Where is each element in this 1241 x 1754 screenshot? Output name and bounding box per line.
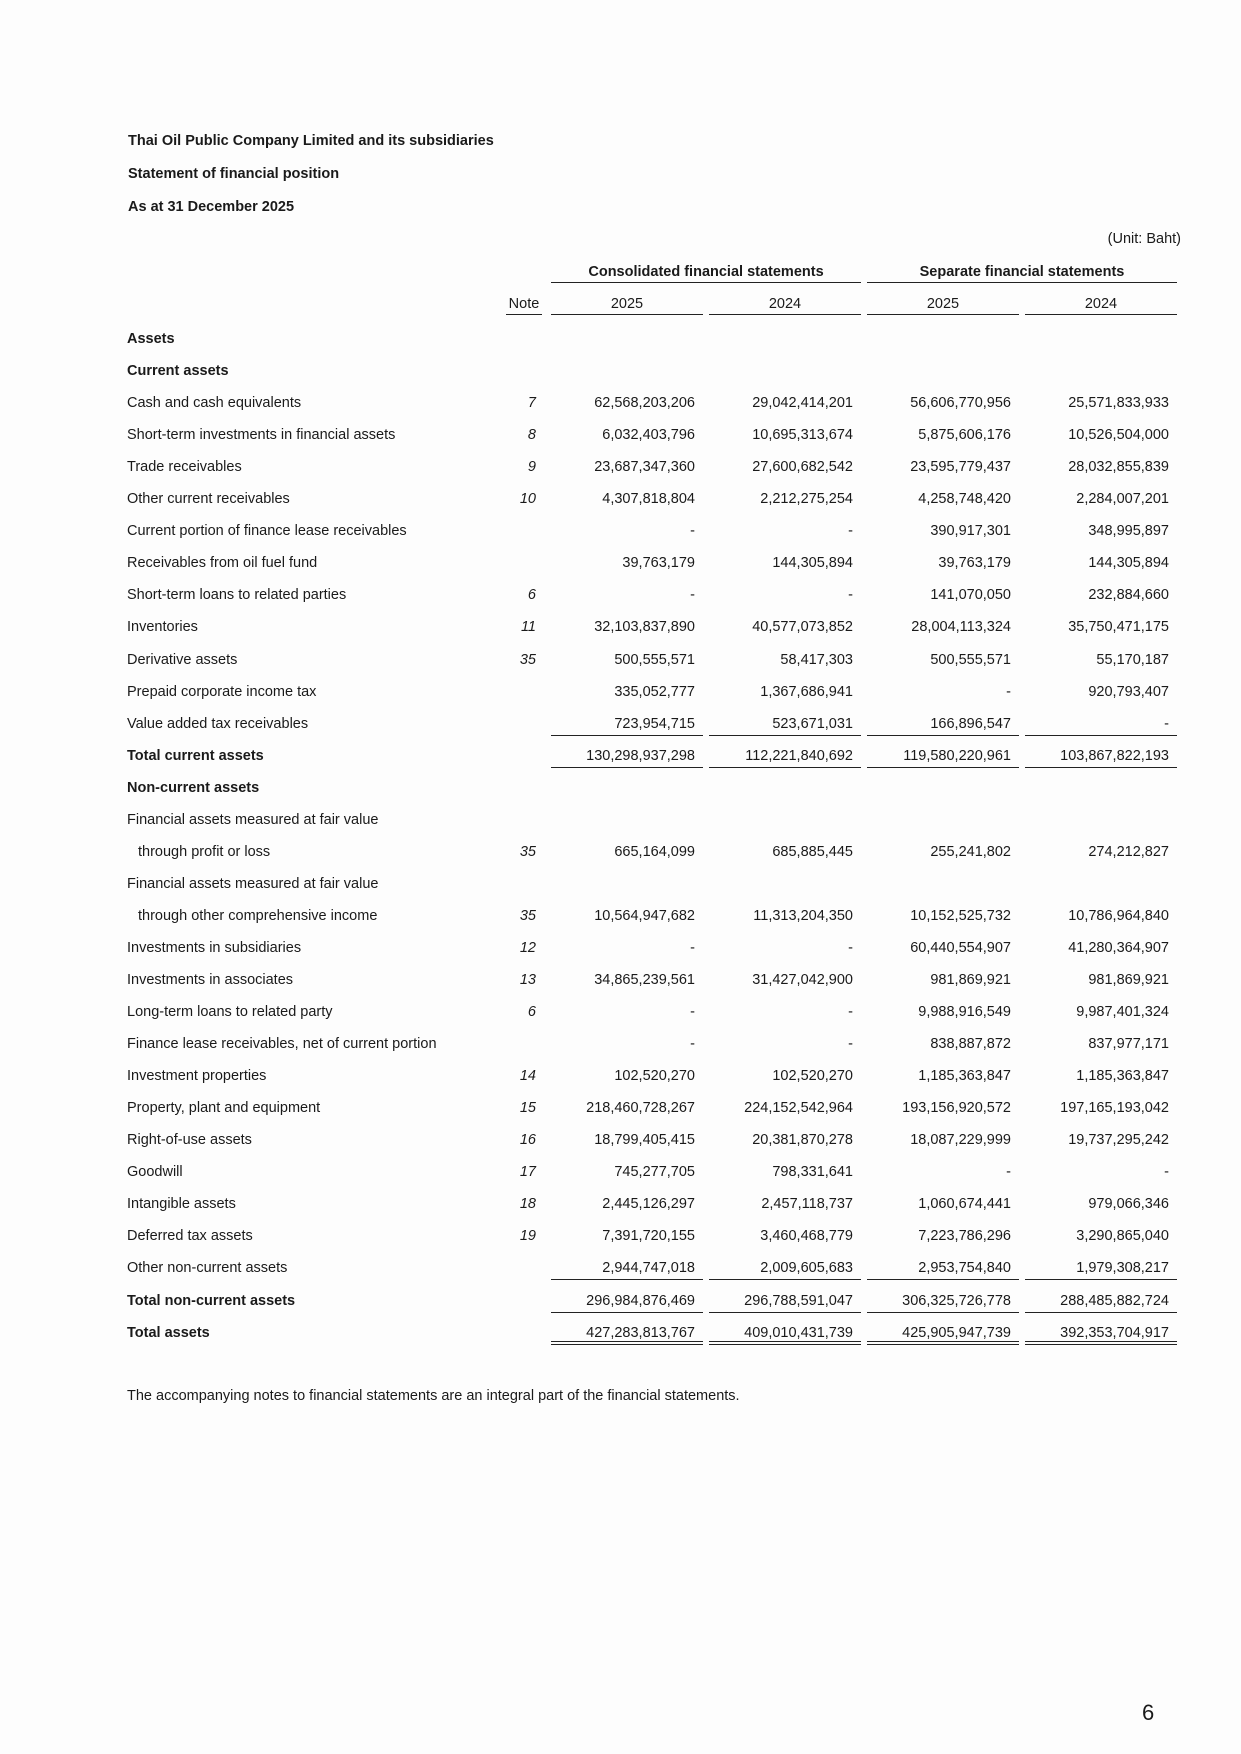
table-row — [0, 331, 1241, 353]
row-value: 39,763,179 — [938, 555, 1011, 572]
row-label: Current assets — [127, 363, 229, 380]
row-value: - — [690, 523, 695, 540]
row-value: - — [1006, 1164, 1011, 1181]
row-label: Other non-current assets — [127, 1260, 288, 1277]
row-value: 60,440,554,907 — [910, 939, 1011, 956]
row-value: 18,087,229,999 — [910, 1132, 1011, 1149]
row-value: 2,457,118,737 — [761, 1196, 853, 1213]
row-value: 141,070,050 — [930, 587, 1011, 604]
table-row — [0, 555, 1241, 577]
row-value: - — [690, 1036, 695, 1053]
row-label: Total current assets — [127, 747, 264, 764]
row-value: - — [690, 939, 695, 956]
row-value: 4,307,818,804 — [602, 491, 695, 508]
row-value: 2,284,007,201 — [1076, 491, 1169, 508]
row-note: 9 — [527, 459, 536, 476]
row-value: 798,331,641 — [772, 1164, 853, 1181]
row-value: - — [848, 587, 853, 604]
row-note: 17 — [519, 1164, 536, 1181]
table-row — [0, 1325, 1241, 1347]
row-note: 12 — [519, 939, 536, 956]
table-row — [0, 844, 1241, 866]
row-value: 348,995,897 — [1088, 523, 1169, 540]
row-label: Financial assets measured at fair value — [127, 811, 379, 828]
row-note: 35 — [519, 651, 536, 668]
row-label: Goodwill — [127, 1164, 183, 1181]
table-row — [0, 1260, 1241, 1282]
row-value: 1,367,686,941 — [760, 683, 853, 700]
row-value: 32,103,837,890 — [594, 619, 695, 636]
row-value: 218,460,728,267 — [586, 1100, 695, 1117]
row-value: 130,298,937,298 — [551, 748, 703, 768]
row-label: Finance lease receivables, net of current portion — [127, 1036, 437, 1053]
row-value: - — [848, 1036, 853, 1053]
row-label: Financial assets measured at fair value — [127, 875, 379, 892]
row-value: 2,944,747,018 — [551, 1260, 703, 1280]
row-value: 10,695,313,674 — [752, 427, 853, 444]
row-value: - — [848, 523, 853, 540]
row-label: through profit or loss — [138, 843, 271, 860]
table-row — [0, 908, 1241, 930]
row-label: Deferred tax assets — [127, 1228, 253, 1245]
row-note: 19 — [519, 1228, 536, 1245]
table-row — [0, 1004, 1241, 1026]
row-value: 232,884,660 — [1088, 587, 1169, 604]
row-value: 3,290,865,040 — [1076, 1228, 1169, 1245]
row-value: 1,060,674,441 — [918, 1196, 1011, 1213]
year-header-consolidated-2025: 2025 — [551, 296, 703, 315]
statement-date: As at 31 December 2025 — [128, 199, 295, 215]
year-header-consolidated-2024: 2024 — [709, 296, 861, 315]
row-value: - — [690, 1004, 695, 1021]
statement-title: Statement of financial position — [128, 166, 340, 182]
table-row — [0, 812, 1241, 834]
row-value: 306,325,726,778 — [867, 1293, 1019, 1313]
year-header-separate-2025: 2025 — [867, 296, 1019, 315]
row-value: 102,520,270 — [614, 1068, 695, 1085]
row-note: 16 — [519, 1132, 536, 1149]
row-value: 2,009,605,683 — [709, 1260, 861, 1280]
row-value: 55,170,187 — [1096, 651, 1169, 668]
row-value: 981,869,921 — [930, 972, 1011, 988]
row-value: 4,258,748,420 — [918, 491, 1011, 508]
table-row — [0, 1293, 1241, 1315]
row-value: 23,687,347,360 — [594, 459, 695, 476]
row-value: - — [690, 587, 695, 604]
table-row — [0, 395, 1241, 417]
table-row — [0, 491, 1241, 513]
year-header-separate-2024: 2024 — [1025, 296, 1177, 315]
table-row — [0, 684, 1241, 706]
row-value: 2,953,754,840 — [867, 1260, 1019, 1280]
row-value: 3,460,468,779 — [760, 1228, 853, 1245]
table-row — [0, 1068, 1241, 1090]
row-value: 979,066,346 — [1088, 1196, 1169, 1213]
row-value: 1,185,363,847 — [918, 1068, 1011, 1085]
row-label: Receivables from oil fuel fund — [127, 555, 318, 572]
row-label: Short-term investments in financial assets — [127, 427, 396, 444]
separate-header: Separate financial statements — [867, 264, 1177, 283]
table-row — [0, 619, 1241, 641]
row-value: 197,165,193,042 — [1060, 1100, 1169, 1117]
row-value: 10,786,964,840 — [1068, 907, 1169, 924]
row-label: Investment properties — [127, 1068, 267, 1085]
row-value: 335,052,777 — [614, 683, 695, 700]
row-label: Short-term loans to related parties — [127, 587, 347, 604]
row-note: 18 — [519, 1196, 536, 1213]
row-note: 15 — [519, 1100, 536, 1117]
row-value: 288,485,882,724 — [1025, 1293, 1177, 1313]
row-value: 2,212,275,254 — [760, 491, 853, 508]
row-label: Inventories — [127, 619, 198, 636]
row-value: 34,865,239,561 — [594, 972, 695, 988]
row-value: 390,917,301 — [930, 523, 1011, 540]
table-row — [0, 1196, 1241, 1218]
row-note: 8 — [527, 427, 536, 444]
row-note: 13 — [519, 972, 536, 988]
row-value: 837,977,171 — [1088, 1036, 1169, 1053]
row-value: 7,391,720,155 — [602, 1228, 695, 1245]
row-value: 224,152,542,964 — [744, 1100, 853, 1117]
row-value: 28,032,855,839 — [1068, 459, 1169, 476]
row-value: 35,750,471,175 — [1068, 619, 1169, 636]
company-name: Thai Oil Public Company Limited and its subsidiaries — [128, 133, 494, 149]
row-note: 6 — [527, 1004, 536, 1021]
table-row — [0, 523, 1241, 545]
row-label: Right-of-use assets — [127, 1132, 252, 1149]
row-value: 103,867,822,193 — [1025, 748, 1177, 768]
row-value: 838,887,872 — [930, 1036, 1011, 1053]
row-value: 20,381,870,278 — [752, 1132, 853, 1149]
row-value: 144,305,894 — [772, 555, 853, 572]
row-label: Investments in associates — [127, 972, 294, 988]
row-label: Current portion of finance lease receivables — [127, 523, 407, 540]
row-value: 11,313,204,350 — [753, 907, 853, 924]
table-row — [0, 1228, 1241, 1250]
row-value: 296,984,876,469 — [551, 1293, 703, 1313]
row-value: 6,032,403,796 — [602, 427, 695, 444]
row-label: Assets — [127, 331, 175, 347]
row-label: Total non-current assets — [127, 1292, 296, 1309]
table-row — [0, 940, 1241, 962]
row-value: 10,564,947,682 — [594, 907, 695, 924]
row-value: 31,427,042,900 — [752, 972, 853, 988]
row-value: - — [1164, 1164, 1169, 1181]
row-value: 10,526,504,000 — [1068, 427, 1169, 444]
row-value: 119,580,220,961 — [867, 748, 1019, 768]
row-label: Cash and cash equivalents — [127, 395, 302, 412]
row-value: 41,280,364,907 — [1068, 939, 1169, 956]
page-number: 6 — [1142, 1700, 1155, 1725]
table-row — [0, 1164, 1241, 1186]
row-value: 723,954,715 — [551, 716, 703, 736]
row-value: 25,571,833,933 — [1068, 395, 1169, 412]
row-value: 392,353,704,917 — [1025, 1325, 1177, 1345]
table-row — [0, 1036, 1241, 1058]
row-value: 58,417,303 — [780, 651, 853, 668]
row-value: 166,896,547 — [867, 716, 1019, 736]
row-note: 6 — [527, 587, 536, 604]
row-value: 920,793,407 — [1088, 683, 1169, 700]
row-label: Prepaid corporate income tax — [127, 683, 317, 700]
row-value: 500,555,571 — [930, 651, 1011, 668]
row-value: 665,164,099 — [614, 843, 695, 860]
row-value: 425,905,947,739 — [867, 1325, 1019, 1345]
row-label: Non-current assets — [127, 779, 260, 796]
row-value: 19,737,295,242 — [1068, 1132, 1169, 1149]
row-value: 18,799,405,415 — [594, 1132, 695, 1149]
row-value: 193,156,920,572 — [902, 1100, 1011, 1117]
row-value: - — [1025, 716, 1177, 736]
table-row — [0, 780, 1241, 802]
table-row — [0, 876, 1241, 898]
row-note: 7 — [527, 395, 536, 412]
row-note: 10 — [519, 491, 536, 508]
row-note: 35 — [519, 843, 536, 860]
row-value: 274,212,827 — [1088, 843, 1169, 860]
row-value: 5,875,606,176 — [918, 427, 1011, 444]
table-row — [0, 363, 1241, 385]
row-value: 685,885,445 — [772, 843, 853, 860]
table-row — [0, 716, 1241, 738]
table-row — [0, 972, 1241, 994]
row-label: through other comprehensive income — [138, 907, 378, 924]
row-value: 27,600,682,542 — [752, 459, 853, 476]
consolidated-header: Consolidated financial statements — [551, 264, 861, 283]
row-value: 500,555,571 — [614, 651, 695, 668]
table-row — [0, 459, 1241, 481]
row-value: 7,223,786,296 — [918, 1228, 1011, 1245]
row-value: - — [848, 939, 853, 956]
row-note: 14 — [519, 1068, 536, 1085]
row-value: 9,988,916,549 — [918, 1004, 1011, 1021]
row-note: 11 — [520, 619, 536, 636]
row-value: 62,568,203,206 — [594, 395, 695, 412]
row-value: - — [848, 1004, 853, 1021]
footnote: The accompanying notes to financial statements are an integral part of the financial statements. — [127, 1388, 740, 1404]
row-value: 39,763,179 — [622, 555, 695, 572]
table-row — [0, 748, 1241, 770]
row-label: Value added tax receivables — [127, 715, 309, 732]
row-value: 23,595,779,437 — [910, 459, 1011, 476]
row-value: 56,606,770,956 — [910, 395, 1011, 412]
row-value: 9,987,401,324 — [1076, 1004, 1169, 1021]
row-value: 409,010,431,739 — [709, 1325, 861, 1345]
row-note: 35 — [519, 907, 536, 924]
row-value: 28,004,113,324 — [911, 619, 1011, 636]
table-row — [0, 427, 1241, 449]
row-value: 144,305,894 — [1088, 555, 1169, 572]
row-value: 255,241,802 — [930, 843, 1011, 860]
row-value: 1,185,363,847 — [1076, 1068, 1169, 1085]
unit-label: (Unit: Baht) — [1107, 231, 1181, 247]
row-label: Investments in subsidiaries — [127, 939, 302, 956]
row-label: Other current receivables — [127, 491, 290, 508]
row-value: 2,445,126,297 — [602, 1196, 695, 1213]
note-header: Note — [506, 296, 542, 315]
row-label: Derivative assets — [127, 651, 238, 668]
row-label: Total assets — [127, 1324, 210, 1341]
table-row — [0, 652, 1241, 674]
row-label: Trade receivables — [127, 459, 242, 476]
table-row — [0, 587, 1241, 609]
row-label: Property, plant and equipment — [127, 1100, 321, 1117]
row-value: 1,979,308,217 — [1025, 1260, 1177, 1280]
row-value: 745,277,705 — [614, 1164, 695, 1181]
row-value: 296,788,591,047 — [709, 1293, 861, 1313]
row-value: 981,869,921 — [1088, 972, 1169, 988]
row-label: Long-term loans to related party — [127, 1004, 333, 1021]
row-value: 29,042,414,201 — [752, 395, 853, 412]
row-value: 523,671,031 — [709, 716, 861, 736]
row-value: 40,577,073,852 — [752, 619, 853, 636]
row-label: Intangible assets — [127, 1196, 236, 1213]
row-value: 102,520,270 — [772, 1068, 853, 1085]
row-value: 112,221,840,692 — [709, 748, 861, 768]
row-value: 427,283,813,767 — [551, 1325, 703, 1345]
row-value: - — [1006, 683, 1011, 700]
table-row — [0, 1100, 1241, 1122]
row-value: 10,152,525,732 — [910, 907, 1011, 924]
table-row — [0, 1132, 1241, 1154]
